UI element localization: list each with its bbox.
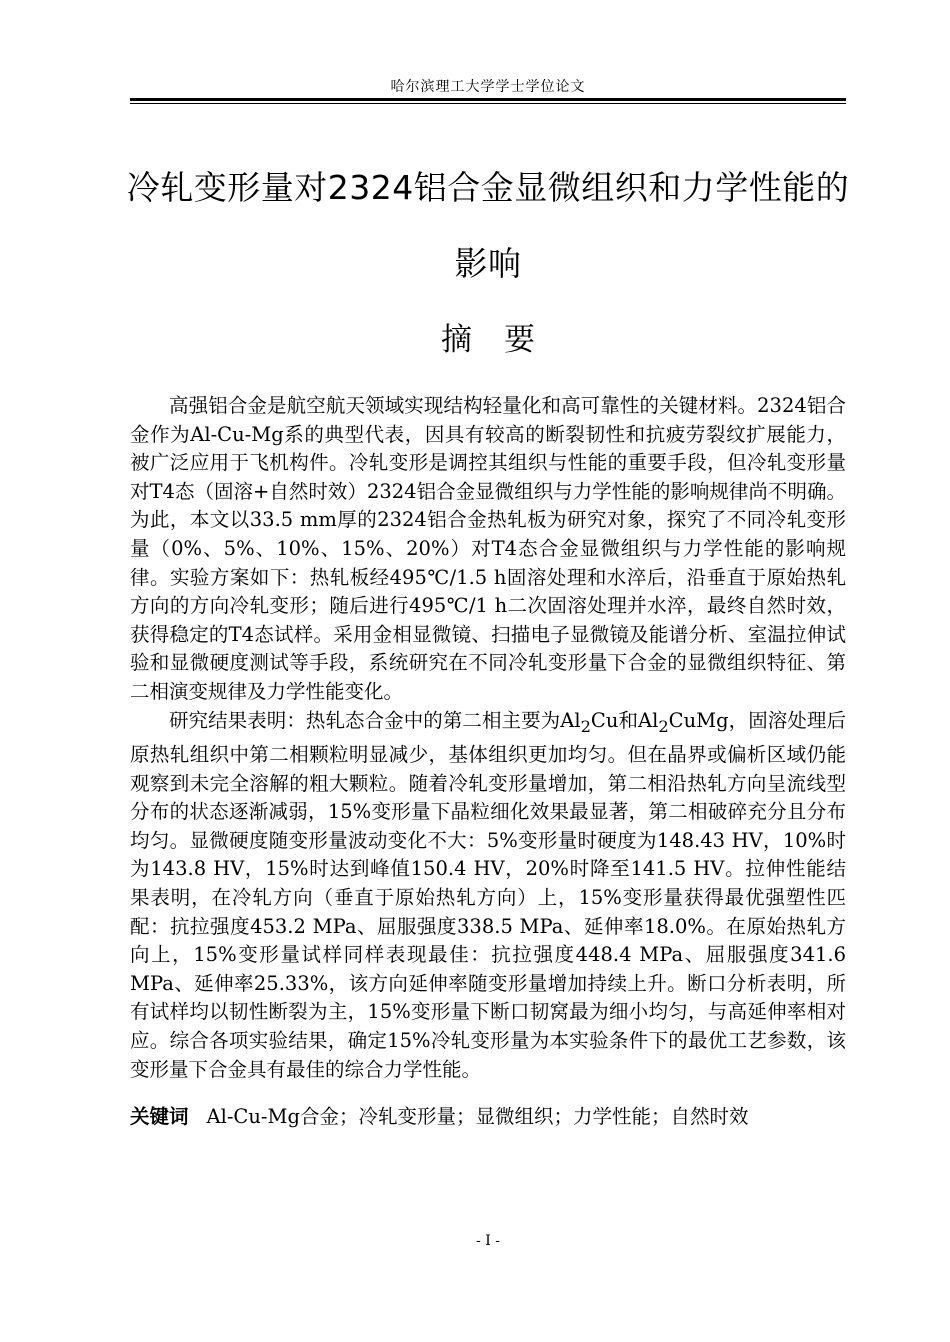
abstract-paragraph-1: 高强铝合金是航空航天领域实现结构轻量化和高可靠性的关键材料。2324铝合金作为Al-Cu-Mg系的典型代表，因具有较高的断裂韧性和抗疲劳裂纹扩展能力，被广泛应用于飞机构件。冷轧变形是调控其组织与性能的重要手段，但冷轧变形量对T4态（固溶+自然时效）2324铝合金显微组织与力学性能的影响规律尚不明确。为此，本文以33.5 mm厚的2324铝合金热轧板为研究对象，探究了不同冷轧变形量（0%、5%、10%、15%、20%）对T4态合金显微组织与力学性能的影响规律。实验方案如下：热轧板经495℃/1.5 h固溶处理和水淬后，沿垂直于原始热轧方向的方向冷轧变形；随后进行495℃/1 h二次固溶处理并水淬，最终自然时效，获得稳定的T4态试样。采用金相显微镜、扫描电子显微镜及能谱分析、室温拉伸试验和显微硬度测试等手段，系统研究在不同冷轧变形量下合金的显微组织特征、第二相演变规律及力学性能变化。 [130,394,846,703]
header-rule-thin [130,103,846,104]
subscript-2-a: 2 [580,716,591,736]
keywords-line [130,1103,846,1131]
abstract-body [130,392,846,1084]
page-number: - I - [476,1233,500,1249]
header-rule-thick [130,98,846,101]
thesis-title-line-1: 冷轧变形量对2324铝合金显微组织和力学性能的 [126,168,850,207]
paragraph-2-text-c: CuMg，固溶处理后原热轧组织中第二相颗粒明显减少，基体组织更加均匀。但在晶界或偏析区域仍能观察到未完全溶解的粗大颗粒。随着冷轧变形量增加，第二相沿热轧方向呈流线型分布的状态逐渐减弱，15%变形量下晶粒细化效果最显著，第二相破碎充分且分布均匀。显微硬度随变形量波动变化不大：5%变形量时硬度为148.43 HV，10%时为143.8 HV，15%时达到峰值150.4 HV，20%时降至141.5 HV。拉伸性能结果表明，在冷轧方向（垂直于原始热轧方向）上，15%变形量获得最优强塑性匹配：抗拉强度453.2 MPa、屈服强度338.5 MPa、延伸率18.0%。在原始热轧方向上，15%变形量试样同样表现最佳：抗拉强度448.4 MPa、屈服强度341.6 MPa、延伸率25.33%，该方向延伸率随变形量增加持续上升。断口分析表明，所有试样均以韧性断裂为主，15%变形量下断口韧窝最为细小均匀，与高延伸率相对应。综合各项实验结果，确定15%冷轧变形量为本实验条件下的最优工艺参数，该变形量下合金具有最佳的综合力学性能。 [130,708,846,1081]
thesis-title [110,150,866,302]
abstract-paragraph-2 [130,707,846,1085]
subscript-2-b: 2 [658,716,669,736]
thesis-title-line-2: 影响 [454,244,522,283]
keywords-label: 关键词 [130,1105,189,1128]
paragraph-2-text-b: Cu和Al [590,708,659,732]
running-header: 哈尔滨理工大学学士学位论文 [390,79,586,95]
paragraph-2-text-a: 研究结果表明：热轧态合金中的第二相主要为Al [169,708,581,732]
keywords-text: Al-Cu-Mg合金；冷轧变形量；显微组织；力学性能；自然时效 [206,1105,749,1128]
abstract-heading: 摘要 [441,322,567,358]
